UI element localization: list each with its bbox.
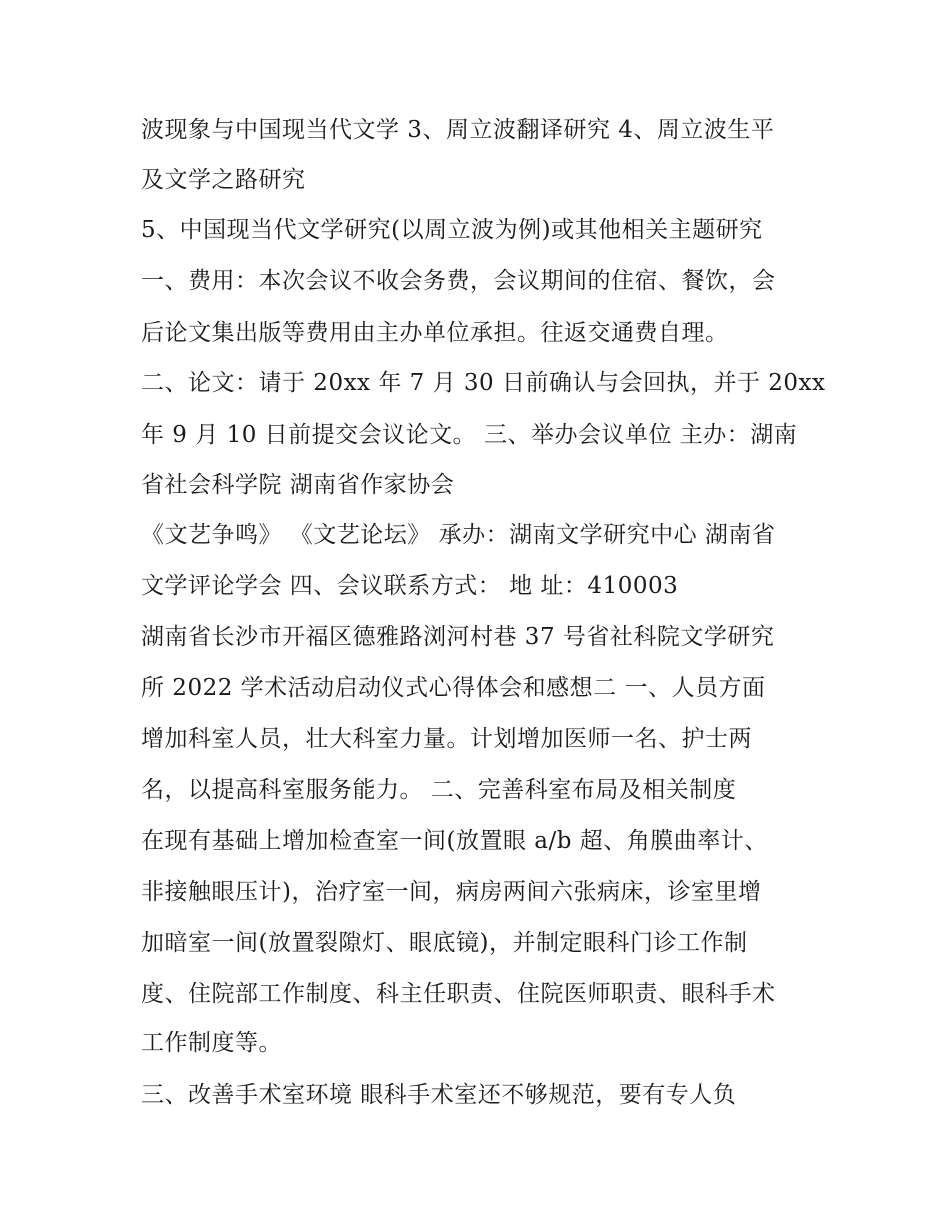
text-line-5: 后论文集出版等费用由主办单位承担。往返交通费自理。	[141, 320, 729, 346]
text-line-15: 在现有基础上增加检查室一间(放置眼 a/b 超、角膜曲率计、	[141, 828, 768, 854]
text-line-9: 《文艺争鸣》 《文艺论坛》 承办：湖南文学研究中心 湖南省	[141, 522, 776, 548]
text-line-8: 省社会科学院 湖南省作家协会	[141, 472, 455, 498]
text-line-14: 名，以提高科室服务能力。 二、完善科室布局及相关制度	[141, 777, 737, 803]
text-line-4: 一、费用：本次会议不收会务费，会议期间的住宿、餐饮，会	[141, 268, 776, 294]
text-line-1: 波现象与中国现当代文学 3、周立波翻译研究 4、周立波生平	[141, 117, 775, 143]
text-line-11: 湖南省长沙市开福区德雅路浏河村巷 37 号省社科院文学研究	[141, 624, 775, 650]
text-line-20: 三、改善手术室环境 眼科手术室还不够规范，要有专人负	[141, 1082, 737, 1108]
text-line-13: 增加科室人员，壮大科室力量。计划增加医师一名、护士两	[141, 726, 752, 752]
text-line-3: 5、中国现当代文学研究(以周立波为例)或其他相关主题研究	[141, 217, 763, 243]
text-line-17: 加暗室一间(放置裂隙灯、眼底镜)，并制定眼科门诊工作制	[141, 930, 748, 956]
text-line-10: 文学评论学会 四、会议联系方式： 地 址：410003	[141, 573, 679, 599]
text-line-16: 非接触眼压计)，治疗室一间，病房两间六张病床，诊室里增	[141, 879, 762, 905]
text-line-6: 二、论文：请于 20xx 年 7 月 30 日前确认与会回执，并于 20xx	[141, 370, 826, 396]
text-line-19: 工作制度等。	[141, 1030, 282, 1056]
text-line-7: 年 9 月 10 日前提交会议论文。 三、举办会议单位 主办：湖南	[141, 422, 798, 448]
text-line-12: 所 2022 学术活动启动仪式心得体会和感想二 一、人员方面	[141, 675, 766, 701]
text-line-2: 及文学之路研究	[141, 167, 306, 193]
text-line-18: 度、住院部工作制度、科主任职责、住院医师职责、眼科手术	[141, 981, 776, 1007]
